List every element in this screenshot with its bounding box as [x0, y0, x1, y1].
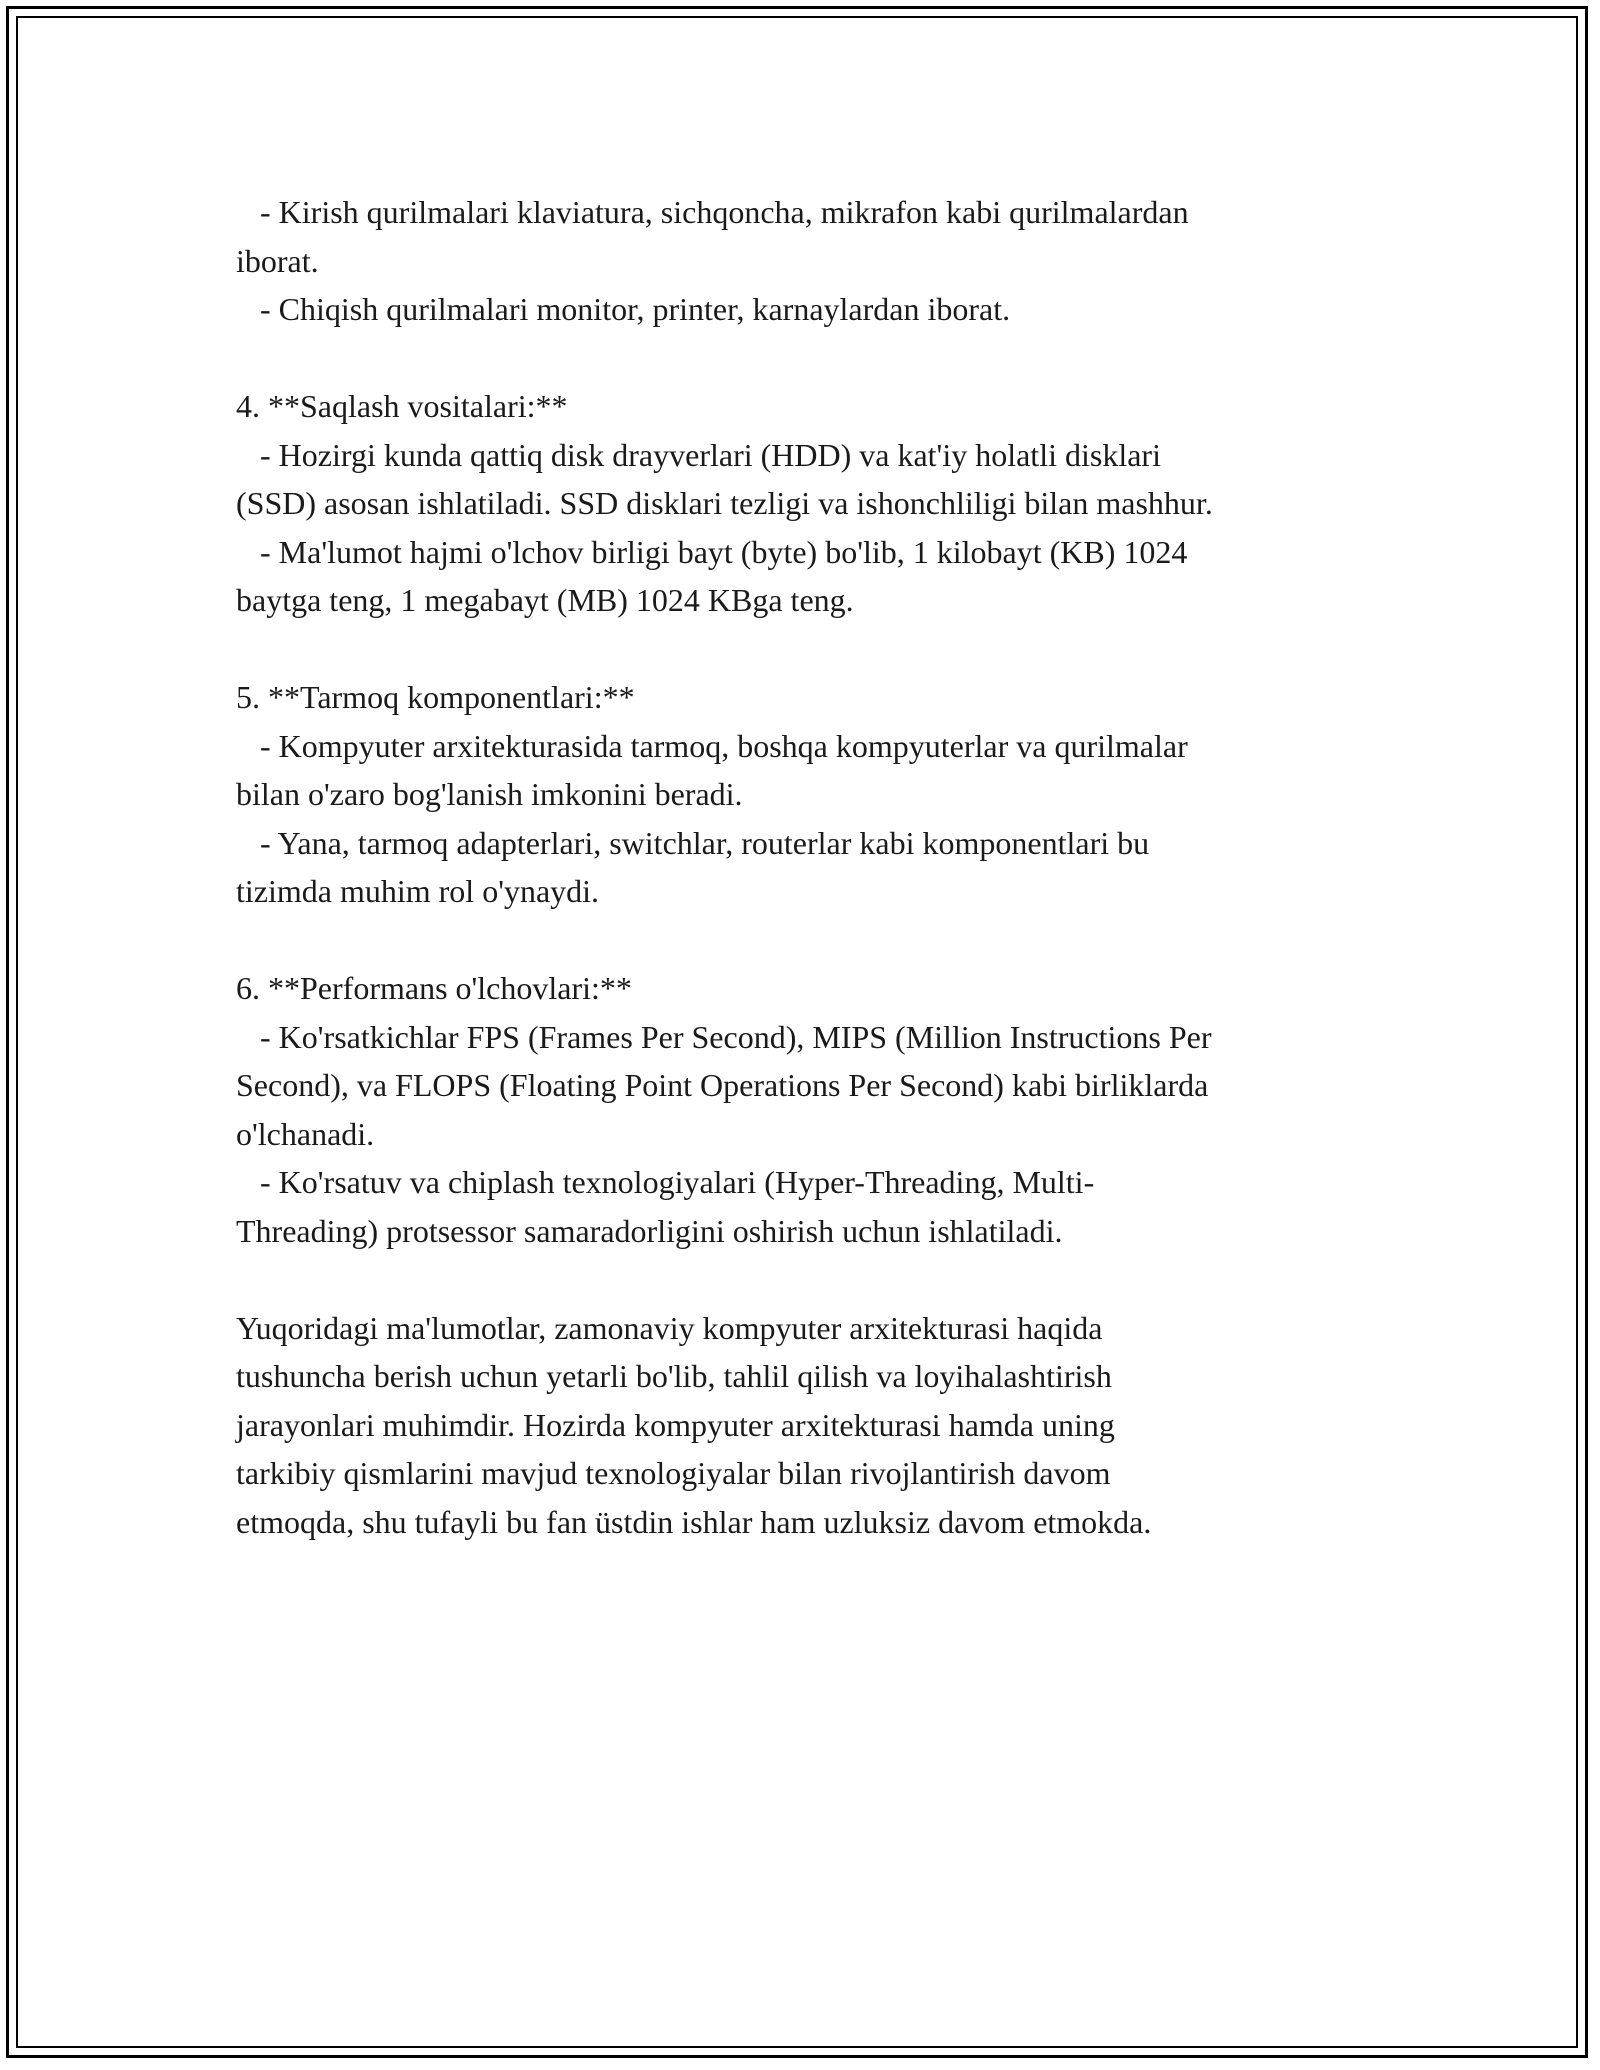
text-line: bilan o'zaro bog'lanish imkonini beradi. — [236, 776, 743, 812]
blank-line — [236, 1255, 1366, 1304]
text-line: Second), va FLOPS (Floating Point Operations Per Second) kabi birliklarda — [236, 1067, 1209, 1103]
text-line: - Ma'lumot hajmi o'lchov birligi bayt (byte) bo'lib, 1 kilobayt (KB) 1024 — [236, 533, 1188, 570]
text-line: - Hozirgi kunda qattiq disk drayverlari (HDD) va kat'iy holatli disklari — [236, 436, 1161, 473]
conclusion-line: tushuncha berish uchun yetarli bo'lib, tahlil qilish va loyihalashtirish — [236, 1358, 1112, 1394]
conclusion-line: jarayonlari muhimdir. Hozirda kompyuter arxitekturasi hamda uning — [236, 1406, 1115, 1443]
blank-line — [236, 625, 1366, 674]
text-line: - Kompyuter arxitekturasida tarmoq, boshqa kompyuterlar va qurilmalar — [236, 727, 1188, 764]
text-line: Threading) protsessor samaradorligini oshirish uchun ishlatiladi. — [236, 1212, 1063, 1249]
blank-line — [236, 916, 1366, 965]
text-line: iborat. — [236, 242, 319, 279]
section-heading: 5. **Tarmoq komponentlari:** — [236, 679, 635, 715]
text-line: tizimda muhim rol o'ynaydi. — [236, 873, 600, 909]
text-line: baytga teng, 1 megabayt (MB) 1024 KBga teng. — [236, 582, 854, 618]
text-line: o'lchanadi. — [236, 1115, 375, 1152]
blank-line — [236, 334, 1366, 383]
text-line: - Yana, tarmoq adapterlari, switchlar, routerlar kabi komponentlari bu — [236, 824, 1150, 861]
section-heading: 4. **Saqlash vositalari:** — [236, 388, 568, 424]
text-line: - Ko'rsatkichlar FPS (Frames Per Second), MIPS (Million Instructions Per — [236, 1018, 1212, 1055]
text-line: - Ko'rsatuv va chiplash texnologiyalari (Hyper-Threading, Multi- — [236, 1164, 1095, 1200]
text-line: - Kirish qurilmalari klaviatura, sichqoncha, mikrafon kabi qurilmalardan — [236, 194, 1189, 230]
text-line: (SSD) asosan ishlatiladi. SSD disklari tezligi va ishonchliligi bilan mashhur. — [236, 485, 1213, 521]
document-body — [236, 188, 1366, 1546]
text-line: - Chiqish qurilmalari monitor, printer, karnaylardan iborat. — [236, 291, 1011, 327]
conclusion-line: Yuqoridagi ma'lumotlar, zamonaviy kompyuter arxitekturasi haqida — [236, 1309, 1103, 1346]
section-heading: 6. **Performans o'lchovlari:** — [236, 970, 632, 1006]
conclusion-line: etmoqda, shu tufayli bu fan üstdin ishlar ham uzluksiz davom etmokda. — [236, 1503, 1152, 1540]
conclusion-line: tarkibiy qismlarini mavjud texnologiyalar bilan rivojlantirish davom — [236, 1455, 1111, 1491]
